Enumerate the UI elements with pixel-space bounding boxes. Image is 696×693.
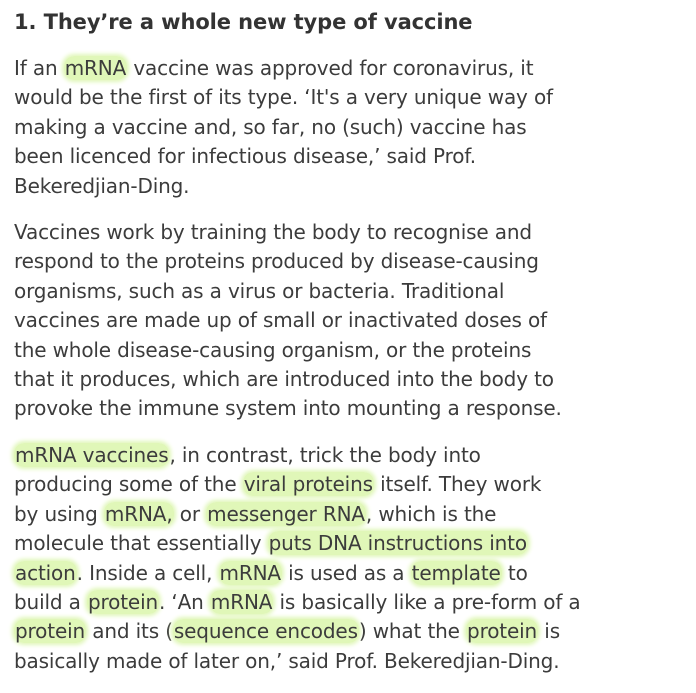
text-run: is [538,619,560,644]
text-run: build a [14,589,87,614]
text-line [14,336,690,365]
highlighted-term: viral proteins [243,472,373,497]
text-run: making a vaccine and, so far, no (such) vaccine has [14,114,527,139]
section-heading: 1. They’re a whole new type of vaccine [14,10,473,34]
text-line [14,647,690,676]
text-line [14,529,690,558]
text-line [14,113,690,142]
text-line [14,83,690,112]
text-run: to [501,560,528,585]
text-line [14,142,690,171]
text-run: itself. They work [373,472,542,497]
highlighted-term: mRNA [219,560,281,585]
text-line [14,617,690,646]
text-line [14,588,690,617]
text-line [14,277,690,306]
highlighted-term: mRNA, [104,501,173,526]
paragraph [14,218,690,424]
text-line [14,54,690,83]
text-run: ) what the [358,619,467,644]
text-run: producing some of the [14,472,243,497]
text-run: If an [14,56,64,80]
highlighted-term: protein [87,589,158,614]
text-run: , which is the [365,501,497,526]
highlighted-term: action [15,560,76,585]
text-line [14,394,690,423]
text-line [14,559,690,588]
text-run: , in contrast, trick the body into [169,442,481,467]
highlighted-term: puts DNA instructions into [268,531,527,556]
text-run: . Inside a cell, [76,560,219,585]
text-run: . ‘An [159,589,210,614]
text-run: would be the first of its type. ‘It's a very unique way of [14,85,553,110]
text-run: vaccines are made up of small or inactivated doses of [14,308,547,333]
text-run: basically made of later on,’ said Prof. Bekeredjian-Ding. [14,648,560,673]
text-line [14,218,690,247]
text-run: and its ( [86,619,173,644]
highlighted-term: mRNA [64,56,127,80]
text-run: vaccine was approved for coronavirus, it [127,56,534,80]
text-run: provoke the immune system into mounting a response. [14,396,562,421]
text-run: been licenced for infectious disease,’ said Prof. [14,144,476,169]
text-run: molecule that essentially [14,531,268,556]
highlighted-term: protein [467,619,538,644]
highlighted-term: sequence encodes [173,619,358,644]
paragraph [14,54,690,201]
highlighted-term: template [411,560,501,585]
highlighted-term: mRNA [210,589,273,614]
text-run: Bekeredjian-Ding. [14,173,190,198]
text-run: Vaccines work by training the body to recognise and [14,220,532,245]
text-line [14,306,690,335]
text-line [14,247,690,276]
highlighted-term: messenger RNA [207,501,365,526]
paragraph [14,441,690,676]
text-run: organisms, such as a virus or bacteria. Traditional [14,278,505,303]
text-run: or [173,501,207,526]
text-run: that it produces, which are introduced into the body to [14,367,554,392]
highlighted-term: mRNA vaccines [15,442,169,467]
text-run: respond to the proteins produced by disease-causing [14,249,539,274]
text-run: by using [14,501,104,526]
text-run: is used as a [281,560,411,585]
text-line [14,365,690,394]
text-line [14,470,690,499]
article-body [14,54,690,676]
text-line [14,500,690,529]
text-run: the whole disease-causing organism, or the proteins [14,337,532,362]
article [14,8,690,693]
highlighted-term: protein [15,619,86,644]
text-line [14,172,690,201]
text-line [14,441,690,470]
text-run: is basically like a pre-form of a [273,589,581,614]
